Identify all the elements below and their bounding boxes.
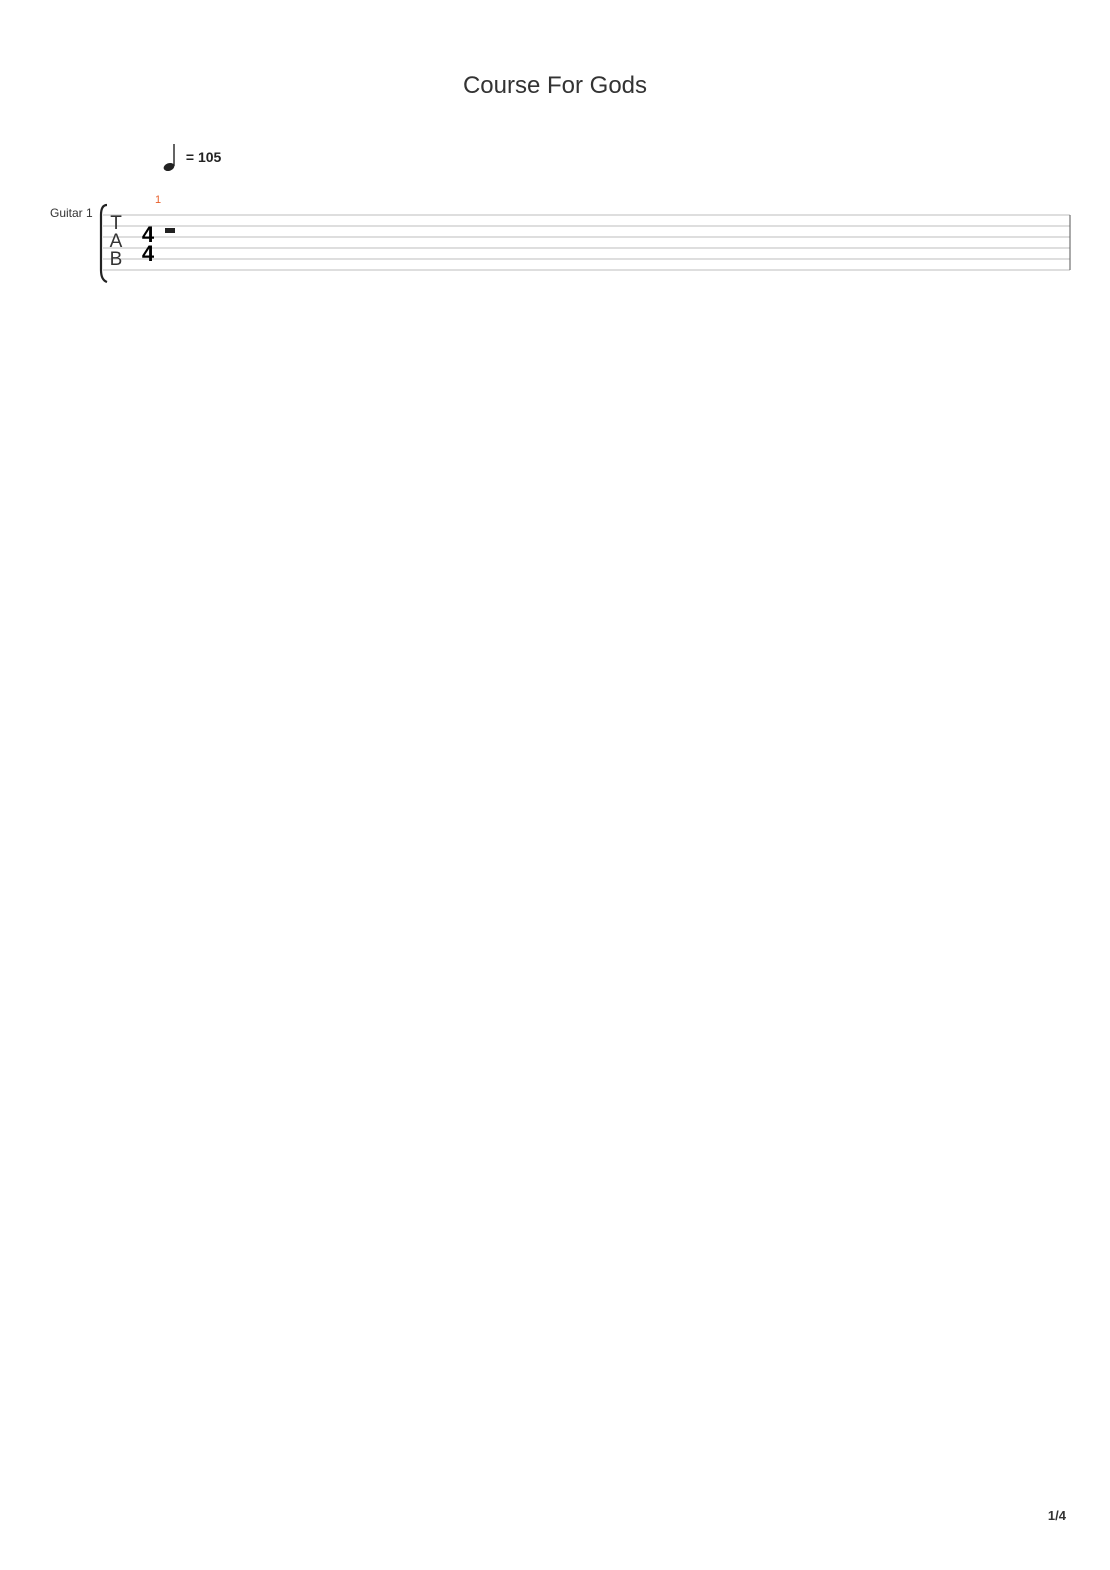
page-title: Course For Gods [462, 72, 648, 99]
tab-clef-letter: B [109, 249, 123, 270]
page-number: 1/4 [1047, 1508, 1066, 1523]
instrument-label: Guitar 1 [50, 206, 93, 220]
tab-clef-letter: T [110, 213, 122, 234]
tempo-value: = 105 [185, 149, 222, 165]
tab-clef-letter: A [109, 231, 123, 252]
time-signature-bottom: 4 [141, 241, 155, 266]
measure-number: 1 [154, 194, 162, 206]
half-rest [165, 228, 175, 233]
time-signature-top: 4 [141, 222, 155, 247]
